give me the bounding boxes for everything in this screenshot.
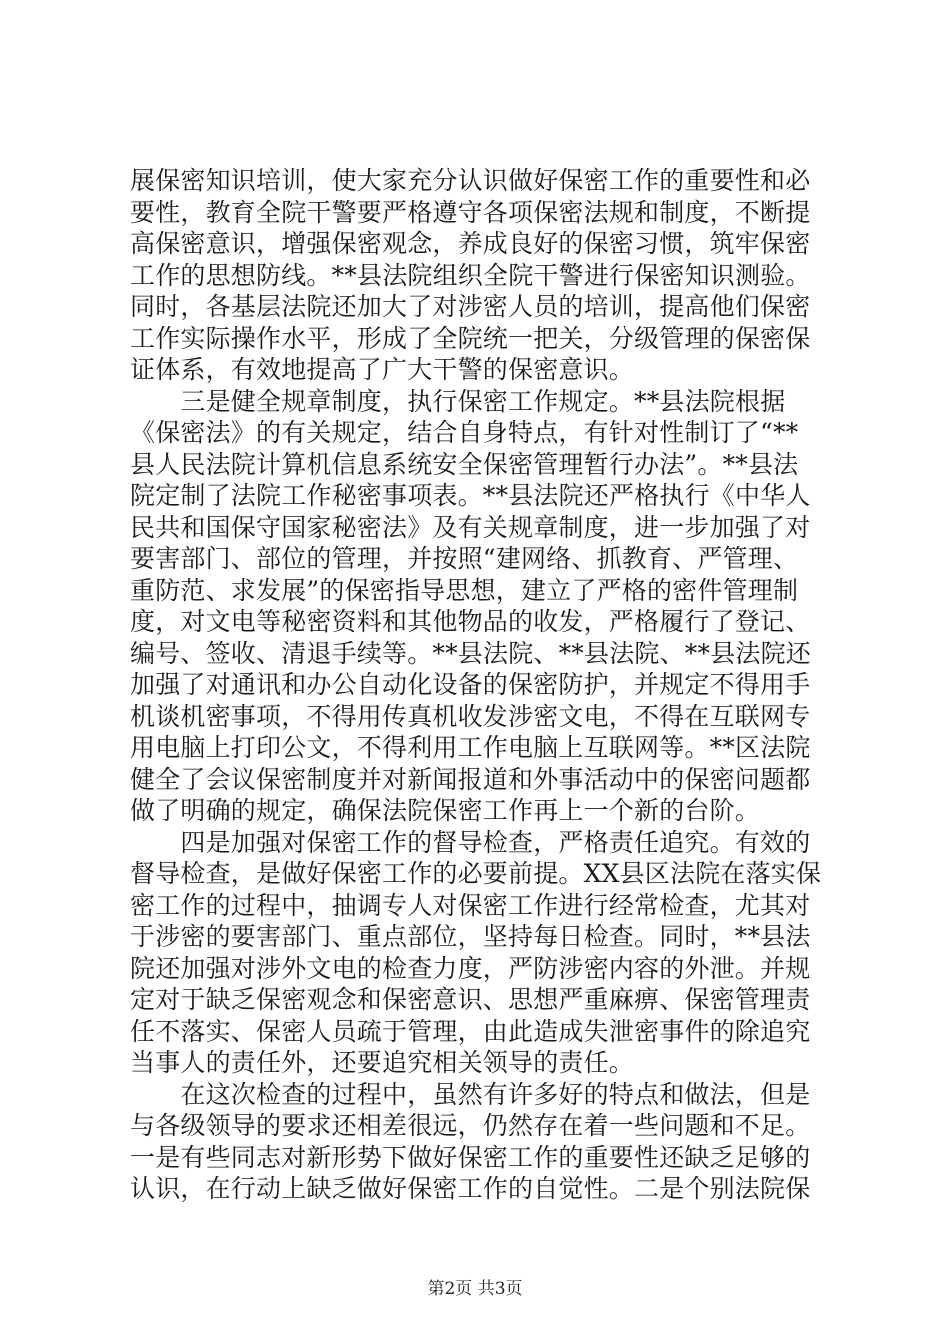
document-body	[130, 165, 830, 1205]
text-line: 度，对文电等秘密资料和其他物品的收发，严格履行了登记、	[130, 607, 811, 636]
text-line: 院定制了法院工作秘密事项表。**县法院还严格执行《中华人	[130, 481, 811, 510]
text-line: 工作的思想防线。**县法院组织全院干警进行保密知识测验。	[130, 260, 811, 290]
page-footer: 第2页 共3页	[427, 1279, 523, 1299]
text-line: 加强了对通讯和办公自动化设备的保密防护，并规定不得用手	[130, 670, 811, 699]
text-line: 重防范、求发展”的保密指导思想，建立了严格的密件管理制	[130, 575, 799, 605]
text-line: 院还加强对涉外文电的检查力度，严防涉密内容的外泄。并规	[130, 953, 811, 983]
text-line: 于涉密的要害部门、重点部位，坚持每日检查。同时，**县法	[130, 922, 811, 951]
text-line: 任不落实、保密人员疏于管理，由此造成失泄密事件的除追究	[130, 1016, 811, 1046]
text-line: 展保密知识培训，使大家充分认识做好保密工作的重要性和必	[130, 166, 811, 195]
text-line: 编号、签收、清退手续等。**县法院、**县法院、**县法院还	[130, 638, 812, 668]
text-line: 县人民法院计算机信息系统安全保密管理暂行办法”。**县法	[130, 449, 799, 479]
text-line: 民共和国保守国家秘密法》及有关规章制度，进一步加强了对	[130, 512, 811, 542]
text-line: 做了明确的规定，确保法院保密工作再上一个新的台阶。	[130, 796, 761, 825]
text-line: 当事人的责任外，还要追究相关领导的责任。	[130, 1048, 635, 1077]
text-line: 机谈机密事项，不得用传真机收发涉密文电，不得在互联网专	[130, 701, 811, 731]
text-line: 同时，各基层法院还加大了对涉密人员的培训，提高他们保密	[130, 292, 811, 321]
text-line: 证体系，有效地提高了广大干警的保密意识。	[130, 355, 635, 384]
text-line: 定对于缺乏保密观念和保密意识、思想严重麻痹、保密管理责	[130, 985, 811, 1014]
text-line: 要害部门、部位的管理，并按照“建网络、抓教育、严管理、	[130, 544, 799, 573]
text-line: 用电脑上打印公文，不得利用工作电脑上互联网等。**区法院	[130, 733, 811, 762]
text-line: 认识，在行动上缺乏做好保密工作的自觉性。二是个别法院保	[130, 1174, 811, 1203]
text-line: 一是有些同志对新形势下做好保密工作的重要性还缺乏足够的	[130, 1142, 811, 1172]
text-line: 在这次检查的过程中，虽然有许多好的特点和做法，但是	[130, 1079, 811, 1109]
text-line: 密工作的过程中，抽调专人对保密工作进行经常检查，尤其对	[130, 890, 811, 920]
text-line: 高保密意识，增强保密观念，养成良好的保密习惯，筑牢保密	[130, 229, 811, 258]
text-line: 《保密法》的有关规定，结合自身特点，有针对性制订了“**	[130, 418, 799, 447]
text-line: 督导检查，是做好保密工作的必要前提。XX县区法院在落实保	[130, 859, 822, 888]
text-line: 与各级领导的要求还相差很远，仍然存在着一些问题和不足。	[130, 1111, 811, 1140]
text-line: 工作实际操作水平，形成了全院统一把关，分级管理的保密保	[130, 323, 811, 353]
text-line: 三是健全规章制度，执行保密工作规定。**县法院根据	[130, 386, 786, 416]
text-line: 要性，教育全院干警要严格遵守各项保密法规和制度，不断提	[130, 197, 811, 227]
text-line: 健全了会议保密制度并对新闻报道和外事活动中的保密问题都	[130, 764, 811, 794]
text-line: 四是加强对保密工作的督导检查，严格责任追究。有效的	[130, 827, 811, 857]
